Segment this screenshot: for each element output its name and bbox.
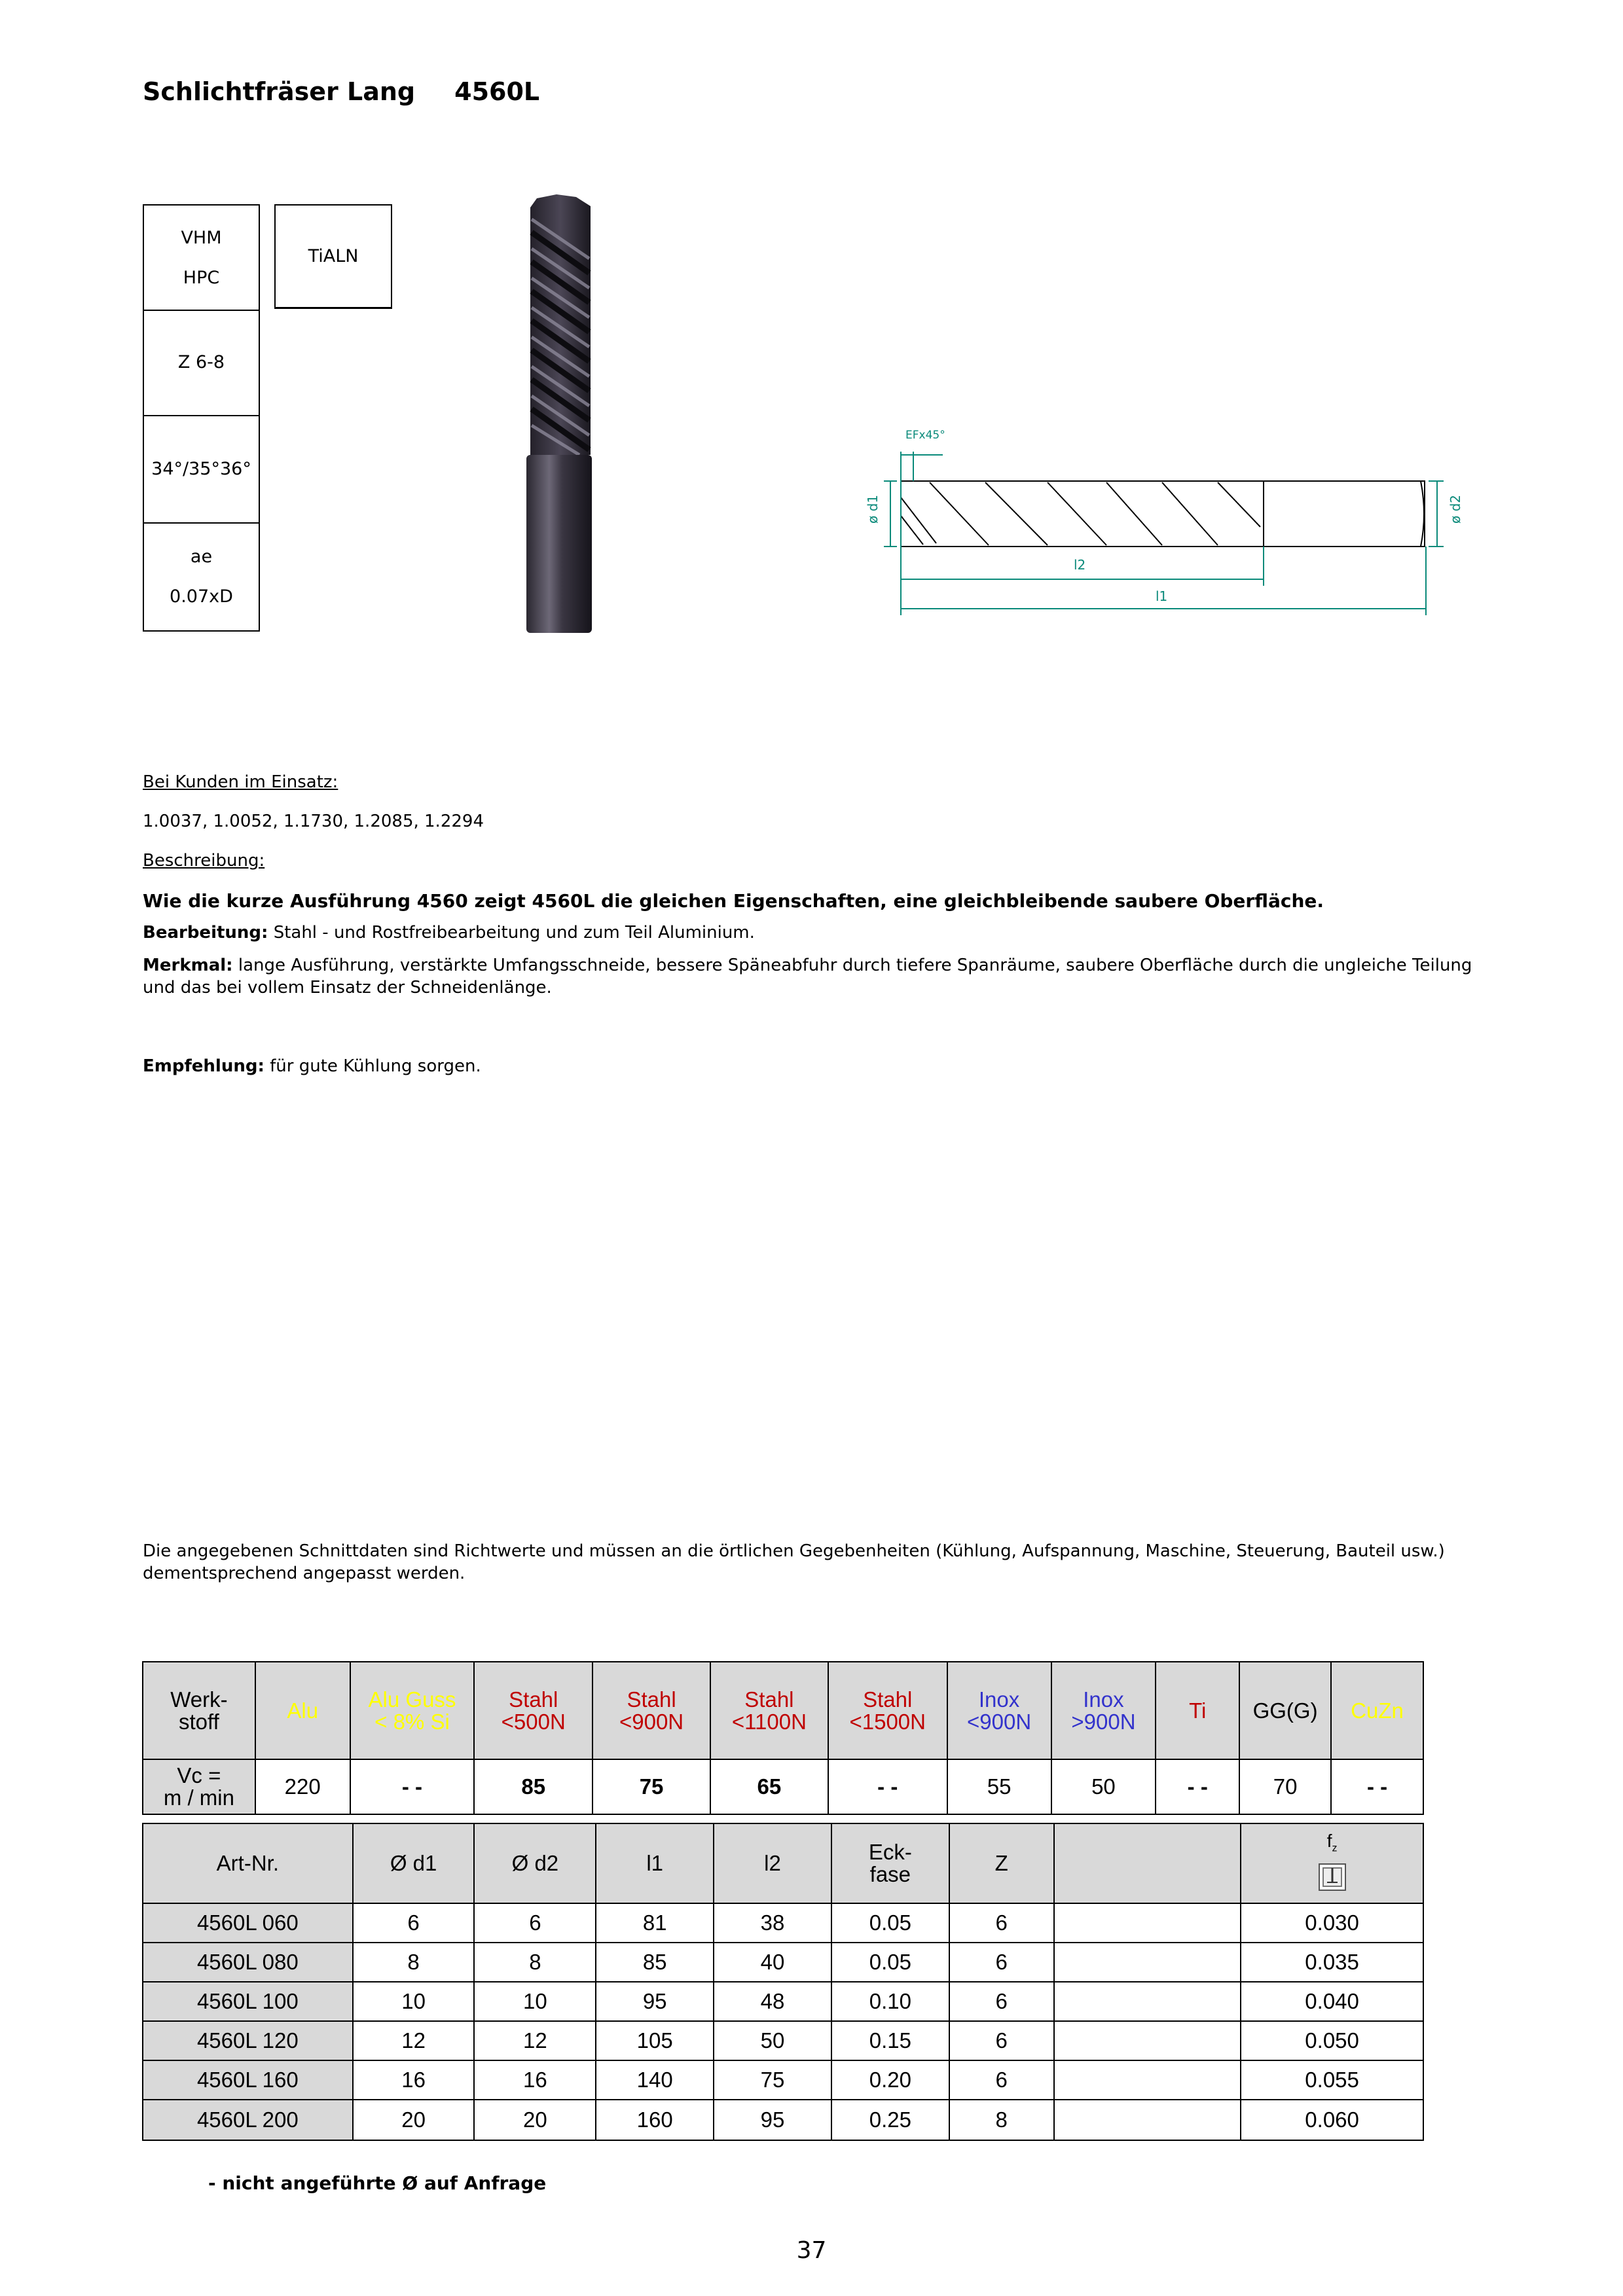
table-cell: 6 xyxy=(474,1903,596,1943)
table-cell xyxy=(1054,2060,1241,2100)
spec-coating: TiALN xyxy=(308,246,359,266)
article-number-cell: 4560L 160 xyxy=(143,2060,353,2100)
material-stahl-1100: Stahl <1100N xyxy=(710,1662,828,1759)
table-cell: 105 xyxy=(596,2021,714,2060)
article-number-cell: 4560L 120 xyxy=(143,2021,353,2060)
table-cell: 95 xyxy=(714,2100,831,2140)
table-cell: 10 xyxy=(474,1982,596,2021)
dimensions-table xyxy=(142,1823,1424,2141)
spec-ae-box xyxy=(143,522,260,632)
spec-material-box xyxy=(143,204,260,311)
table-cell: 16 xyxy=(353,2060,475,2100)
table-row xyxy=(143,1903,1423,1943)
table-cell: 0.20 xyxy=(831,2060,949,2100)
vc-value: 220 xyxy=(255,1759,350,1814)
table-cell: 75 xyxy=(714,2060,831,2100)
feature-text: lange Ausführung, verstärkte Umfangsschneide, bessere Späneabfuhr durch tiefere Spanräume, saubere Oberfläche durch die ungleiche Teilung und das bei vollem Einsatz der Schneidenlänge. xyxy=(143,956,1472,997)
description-summary: Wie die kurze Ausführung 4560 zeigt 4560L die gleichen Eigenschaften, eine gleichbleibende saubere Oberfläche. xyxy=(143,890,1324,912)
material-stahl-1500: Stahl <1500N xyxy=(828,1662,947,1759)
spec-ae-value: 0.07xD xyxy=(170,586,233,607)
material-stahl-500: Stahl <500N xyxy=(474,1662,593,1759)
col-art-nr: Art-Nr. xyxy=(143,1823,353,1903)
table-row xyxy=(143,1943,1423,1982)
vc-row xyxy=(143,1759,1423,1814)
customers-heading: Bei Kunden im Einsatz: xyxy=(143,772,338,792)
page-title xyxy=(143,77,539,106)
material-inox-gt900: Inox >900N xyxy=(1051,1662,1156,1759)
spec-coating-box xyxy=(274,204,392,309)
footnote: - nicht angeführte Ø auf Anfrage xyxy=(208,2172,547,2194)
col-d2: Ø d2 xyxy=(474,1823,596,1903)
table-cell: 40 xyxy=(714,1943,831,1982)
material-inox-lt900: Inox <900N xyxy=(947,1662,1051,1759)
table-cell: 0.15 xyxy=(831,2021,949,2060)
vc-value: - - xyxy=(1331,1759,1423,1814)
drawing-d2-label: ø d2 xyxy=(1448,494,1463,524)
cutting-data-table xyxy=(142,1661,1424,1815)
article-number-cell: 4560L 080 xyxy=(143,1943,353,1982)
table-cell: 10 xyxy=(353,1982,475,2021)
table-cell xyxy=(1054,1903,1241,1943)
page-number: 37 xyxy=(796,2237,827,2264)
table-cell: 0.055 xyxy=(1241,2060,1423,2100)
vc-value: - - xyxy=(828,1759,947,1814)
table-cell: 8 xyxy=(474,1943,596,1982)
processing-text: Stahl - und Rostfreibearbeitung und zum Teil Aluminium. xyxy=(268,923,755,942)
spec-teeth: Z 6-8 xyxy=(177,352,225,372)
col-l1: l1 xyxy=(596,1823,714,1903)
spec-material-vhm: VHM xyxy=(181,227,222,248)
spec-ae-label: ae xyxy=(190,546,213,567)
processing-label: Bearbeitung: xyxy=(143,923,268,942)
col-fz: $f_z$ xyxy=(1241,1823,1423,1903)
table-cell: 0.25 xyxy=(831,2100,949,2140)
material-alu: Alu xyxy=(255,1662,350,1759)
table-cell: 0.050 xyxy=(1241,2021,1423,2060)
vc-value: 70 xyxy=(1239,1759,1331,1814)
table-cell: 20 xyxy=(474,2100,596,2140)
table-cell: 12 xyxy=(474,2021,596,2060)
article-number-cell: 4560L 200 xyxy=(143,2100,353,2140)
material-header-row xyxy=(143,1662,1423,1759)
table-cell xyxy=(1054,1982,1241,2021)
description-heading: Beschreibung: xyxy=(143,851,265,870)
table-cell: 81 xyxy=(596,1903,714,1943)
table-cell: 0.035 xyxy=(1241,1943,1423,1982)
table-row xyxy=(143,1982,1423,2021)
disclaimer: Die angegebenen Schnittdaten sind Richtwerte und müssen an die örtlichen Gegebenheiten (Kühlung, Aufspannung, Maschine, Steuerung, Bauteil usw.) dementsprechend angepasst werden. xyxy=(143,1541,1445,1583)
col-eckfase: Eck- fase xyxy=(831,1823,949,1903)
table-cell: 48 xyxy=(714,1982,831,2021)
vc-value: - - xyxy=(350,1759,475,1814)
spec-material-hpc: HPC xyxy=(183,267,220,288)
end-mill-photo xyxy=(517,193,602,638)
table-cell: 8 xyxy=(949,2100,1054,2140)
table-cell: 0.05 xyxy=(831,1943,949,1982)
table-cell: 160 xyxy=(596,2100,714,2140)
table-cell: 85 xyxy=(596,1943,714,1982)
table-cell: 0.060 xyxy=(1241,2100,1423,2140)
table-cell: 6 xyxy=(949,1903,1054,1943)
title-text: Schlichtfräser Lang xyxy=(143,77,416,106)
table-cell: 50 xyxy=(714,2021,831,2060)
material-gg: GG(G) xyxy=(1239,1662,1331,1759)
table-cell: 6 xyxy=(949,2021,1054,2060)
vc-value: 50 xyxy=(1051,1759,1156,1814)
table-cell xyxy=(1054,2100,1241,2140)
table-cell: 140 xyxy=(596,2060,714,2100)
technical-drawing xyxy=(831,419,1486,622)
table-cell: 95 xyxy=(596,1982,714,2021)
table-cell xyxy=(1054,1943,1241,1982)
article-number-cell: 4560L 060 xyxy=(143,1903,353,1943)
vc-value: 55 xyxy=(947,1759,1051,1814)
vc-value: 75 xyxy=(593,1759,710,1814)
processing-paragraph xyxy=(143,923,755,942)
col-d1: Ø d1 xyxy=(353,1823,475,1903)
feature-label: Merkmal: xyxy=(143,956,233,975)
col-l2: l2 xyxy=(714,1823,831,1903)
table-row xyxy=(143,2060,1423,2100)
vc-value: - - xyxy=(1156,1759,1239,1814)
table-cell: 0.10 xyxy=(831,1982,949,2021)
material-ti: Ti xyxy=(1156,1662,1239,1759)
table-cell: 6 xyxy=(949,2060,1054,2100)
table-cell: 8 xyxy=(353,1943,475,1982)
article-number-cell: 4560L 100 xyxy=(143,1982,353,2021)
table-cell: 0.05 xyxy=(831,1903,949,1943)
table-cell: 0.030 xyxy=(1241,1903,1423,1943)
col-blank xyxy=(1054,1823,1241,1903)
material-row-label: Werk- stoff xyxy=(143,1662,255,1759)
vc-value: 65 xyxy=(710,1759,828,1814)
table-cell: 6 xyxy=(949,1982,1054,2021)
customers-list: 1.0037, 1.0052, 1.1730, 1.2085, 1.2294 xyxy=(143,812,484,831)
table-cell: 20 xyxy=(353,2100,475,2140)
material-stahl-900: Stahl <900N xyxy=(593,1662,710,1759)
feed-per-tooth-icon xyxy=(1318,1863,1347,1892)
feature-paragraph xyxy=(143,954,1478,999)
drawing-d1-label: ø d1 xyxy=(865,494,881,524)
drawing-l2-label: l2 xyxy=(1074,557,1086,573)
table-row xyxy=(143,2021,1423,2060)
spec-helix-box xyxy=(143,415,260,524)
recommendation-paragraph xyxy=(143,1056,481,1076)
drawing-l1-label: l1 xyxy=(1156,588,1168,604)
fz-label: f xyxy=(1326,1831,1332,1852)
table-row xyxy=(143,2100,1423,2140)
table-cell: 0.040 xyxy=(1241,1982,1423,2021)
table-cell: 12 xyxy=(353,2021,475,2060)
material-alu-guss: Alu Guss < 8% Si xyxy=(350,1662,475,1759)
table-cell: 16 xyxy=(474,2060,596,2100)
table-cell: 6 xyxy=(949,1943,1054,1982)
dimensions-header-row xyxy=(143,1823,1423,1903)
spec-teeth-box xyxy=(143,310,260,416)
drawing-chamfer-label: EFx45° xyxy=(905,429,945,442)
recommend-text: für gute Kühlung sorgen. xyxy=(264,1056,481,1076)
recommend-label: Empfehlung: xyxy=(143,1056,264,1076)
table-cell xyxy=(1054,2021,1241,2060)
table-cell: 6 xyxy=(353,1903,475,1943)
spec-helix: 34°/35°36° xyxy=(151,458,251,479)
table-cell: 38 xyxy=(714,1903,831,1943)
col-z: Z xyxy=(949,1823,1054,1903)
product-code: 4560L xyxy=(454,77,540,106)
vc-value: 85 xyxy=(474,1759,593,1814)
material-cuzn: CuZn xyxy=(1331,1662,1423,1759)
vc-row-label: Vc = m / min xyxy=(143,1759,255,1814)
